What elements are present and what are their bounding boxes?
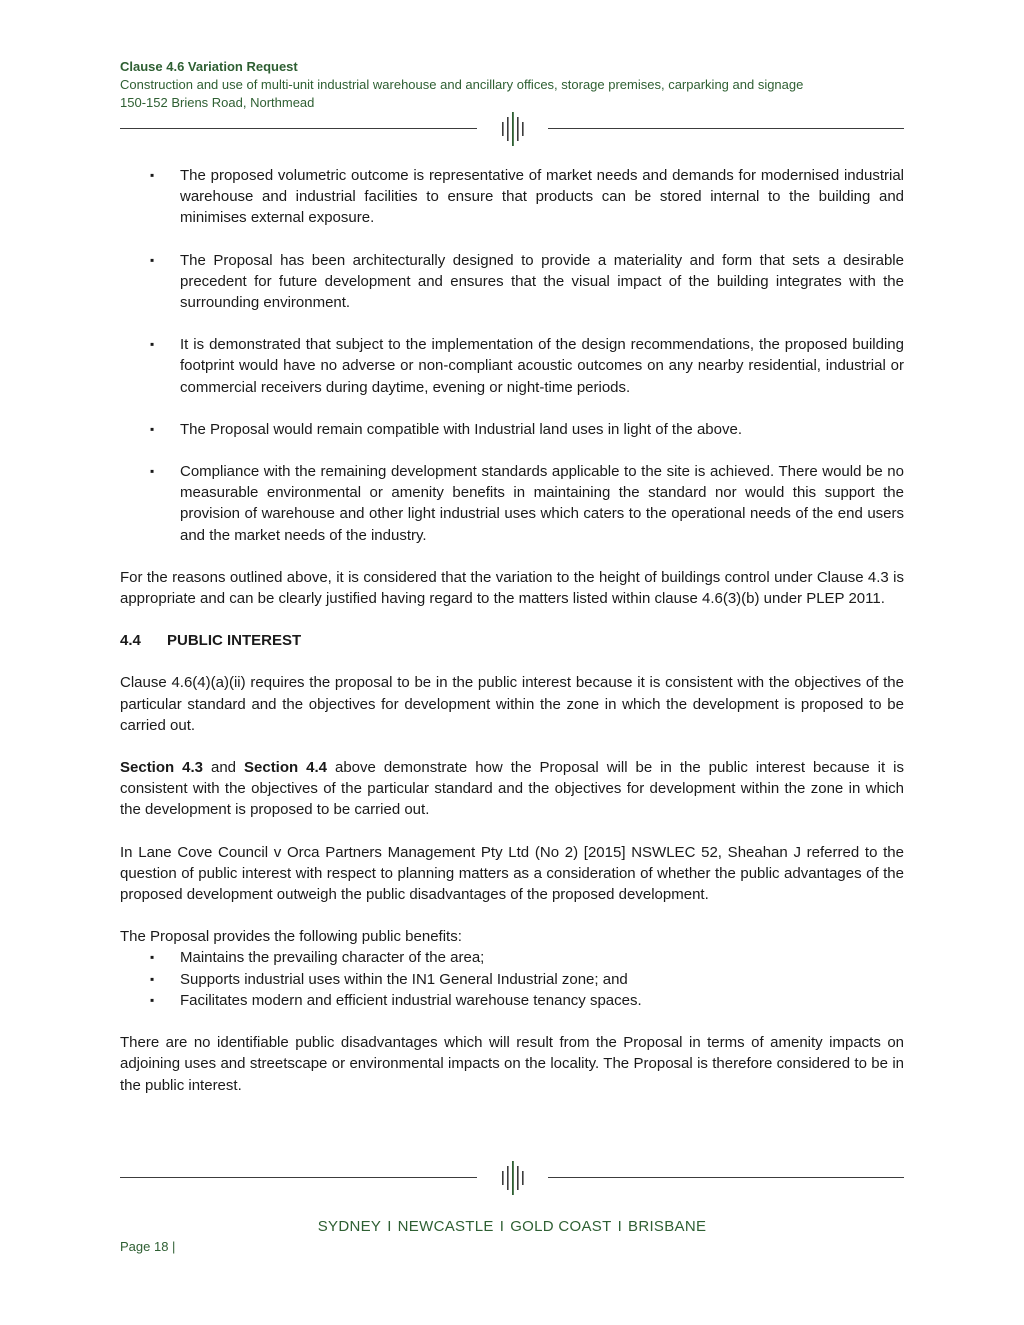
page-content	[120, 165, 904, 1117]
footer-divider	[120, 1160, 904, 1196]
office-newcastle: NEWCASTLE	[397, 1218, 494, 1235]
list-item-text: The proposed volumetric outcome is representative of market needs and demands for modernised industrial warehouse and industrial facilities to ensure that products can be stored internal to the building and minimises external exposure.	[180, 167, 904, 227]
vertical-bars-logo-icon	[501, 111, 525, 147]
list-item	[120, 947, 904, 968]
reasons-paragraph: For the reasons outlined above, it is considered that the variation to the height of buildings control under Clause 4.3 is appropriate and can be clearly justified having regard to the matters listed within clause 4.6(3)(b) under PLEP 2011.	[120, 568, 904, 608]
justification-bullet-list	[120, 165, 904, 546]
document-title: Clause 4.6 Variation Request	[120, 59, 298, 74]
divider-line-left	[120, 1177, 477, 1178]
list-item-text: Maintains the prevailing character of the area;	[180, 949, 485, 967]
section-ref-4-4: Section 4.4	[244, 759, 328, 777]
divider-line-right	[548, 1177, 904, 1178]
document-address: 150-152 Briens Road, Northmead	[120, 95, 315, 110]
list-item-text: It is demonstrated that subject to the implementation of the design recommendations, the proposed building footprint would have no adverse or non-compliant acoustic outcomes on any nearby residential, industrial or commercial receivers during daytime, evening or night-time periods.	[180, 336, 904, 396]
divider-line-right	[548, 128, 904, 129]
footer-office-locations	[120, 1218, 904, 1235]
list-item	[120, 419, 904, 440]
list-item-text: The Proposal would remain compatible with Industrial land uses in light of the above.	[180, 420, 742, 438]
bullet-marker: ▪	[150, 168, 155, 182]
header-divider	[120, 111, 904, 147]
bullet-marker: ▪	[150, 971, 155, 986]
list-item	[120, 969, 904, 990]
sections-paragraph	[120, 757, 904, 821]
document-subtitle: Construction and use of multi-unit industrial warehouse and ancillary offices, storage premises, carparking and signage	[120, 77, 804, 92]
benefits-lead: The Proposal provides the following public benefits:	[120, 928, 462, 946]
section-title: PUBLIC INTEREST	[167, 632, 302, 650]
location-separator: I	[617, 1218, 623, 1235]
bullet-marker: ▪	[150, 337, 155, 352]
location-separator: I	[387, 1218, 392, 1235]
bullet-marker: ▪	[150, 421, 155, 436]
list-item	[120, 250, 904, 314]
list-item-text: Compliance with the remaining development standards applicable to the site is achieved. There would be no measurable environmental or amenity benefits in maintaining the standard nor would this support the provision of warehouse and other light industrial uses which caters to the operational needs of the end users and the market needs of the industry.	[180, 463, 904, 544]
list-item-text: Supports industrial uses within the IN1 General Industrial zone; and	[180, 970, 628, 988]
section-heading	[120, 630, 904, 651]
lane-cove-paragraph: In Lane Cove Council v Orca Partners Management Pty Ltd (No 2) [2015] NSWLEC 52, Sheahan J referred to the question of public interest with respect to planning matters as a consideration of whether the public advantages of the proposed development outweigh the public disadvantages of the proposed development.	[120, 843, 904, 904]
conjunction-text: and	[203, 759, 244, 777]
section-number: 4.4	[120, 632, 141, 650]
bullet-marker: ▪	[150, 950, 155, 965]
bullet-marker: ▪	[150, 464, 155, 479]
list-item	[120, 165, 904, 229]
office-gold-coast: GOLD COAST	[510, 1218, 612, 1235]
list-item	[120, 990, 904, 1011]
office-brisbane: BRISBANE	[628, 1218, 707, 1235]
list-item	[120, 461, 904, 546]
benefits-list	[120, 947, 904, 1011]
list-item-text: Facilitates modern and efficient industrial warehouse tenancy spaces.	[180, 991, 642, 1009]
bullet-marker: ▪	[150, 992, 155, 1007]
vertical-bars-logo-icon	[501, 1160, 525, 1196]
location-separator: I	[499, 1218, 505, 1235]
list-item	[120, 334, 904, 398]
clause-paragraph: Clause 4.6(4)(a)(ii) requires the proposal to be in the public interest because it is consistent with the objectives of the particular standard and the objectives for development within the zone in which the development is proposed to be carried out.	[120, 674, 904, 734]
section-ref-4-3: Section 4.3	[120, 759, 204, 777]
list-item-text: The Proposal has been architecturally designed to provide a materiality and form that sets a desirable precedent for future development and ensures that the visual impact of the building integrates with the surrounding environment.	[180, 251, 904, 312]
bullet-marker: ▪	[150, 252, 155, 267]
disadvantages-paragraph: There are no identifiable public disadvantages which will result from the Proposal in terms of amenity impacts on adjoining uses and streetscape or environmental impacts on the locality. The Proposal is therefore considered to be in the public interest.	[120, 1034, 904, 1094]
office-sydney: SYDNEY	[317, 1218, 382, 1235]
page-number: Page 18 |	[120, 1239, 176, 1254]
sections-paragraph-text: above demonstrate how the Proposal will be in the public interest because it is consistent with the objectives of the particular standard and the objectives for development within the zone in which the development is proposed to be carried out.	[120, 759, 904, 819]
page-header	[120, 58, 904, 112]
divider-line-left	[120, 128, 477, 129]
